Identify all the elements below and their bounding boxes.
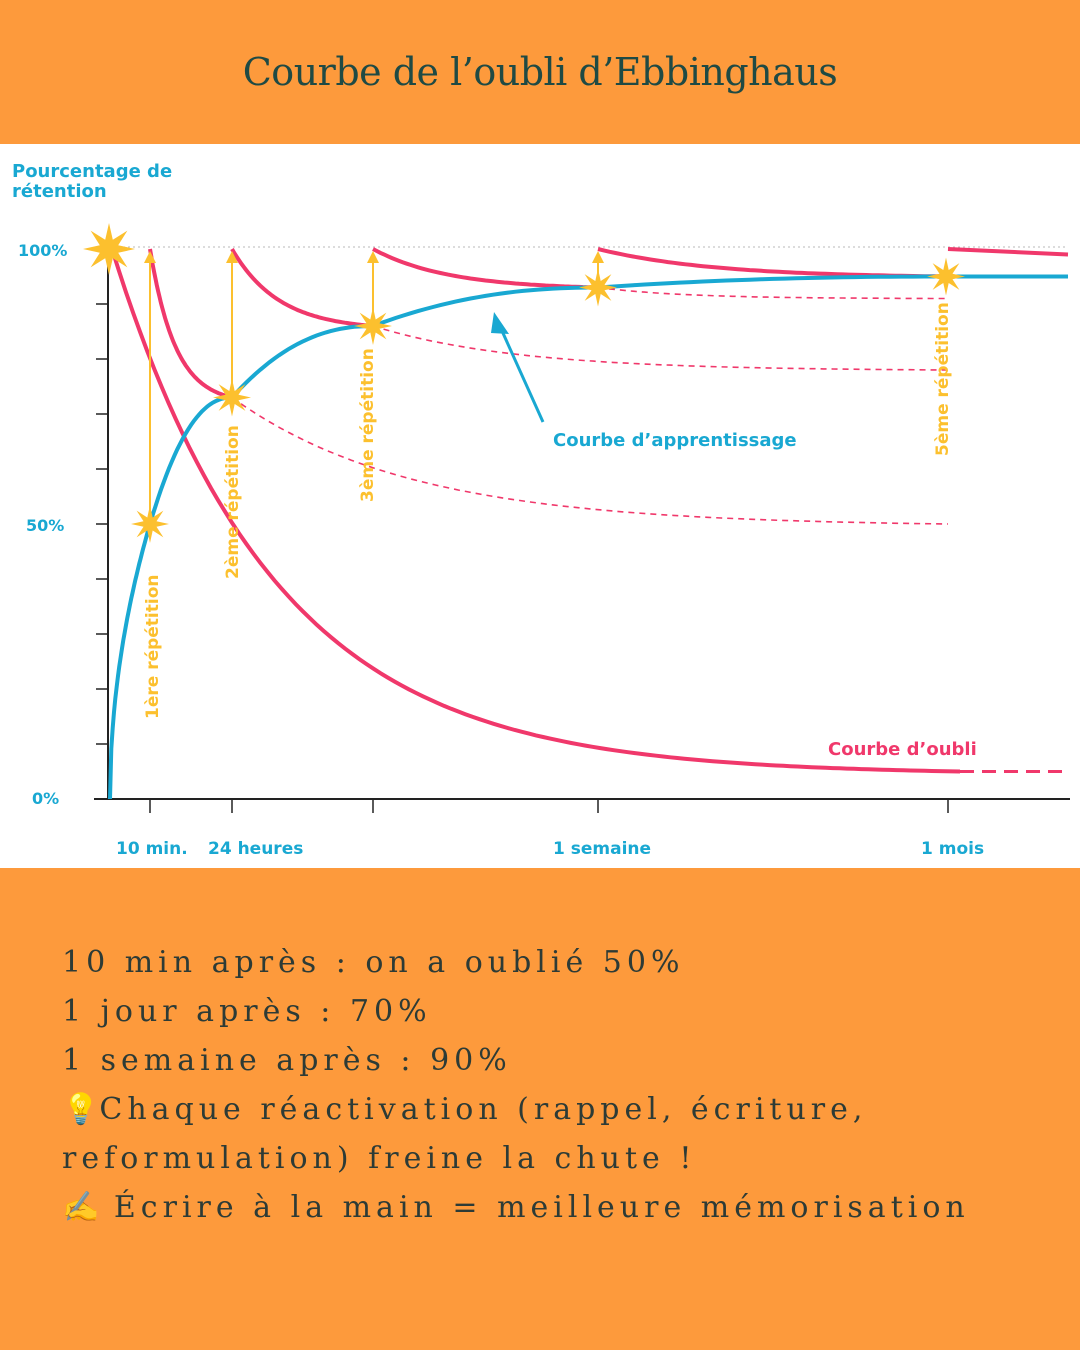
takeaway-1week: 1 semaine après : 90% [62,1043,512,1078]
learning-curve-pointer [498,322,543,422]
learning-curve-pointer-head [491,312,509,334]
repetition-forgetting-2 [232,249,373,326]
x-tick-label-24h: 24 heures [208,839,304,859]
forgetting-curve-label: Courbe d’oubli [828,739,977,760]
chart-panel [0,144,1080,868]
repetition-star-icon-3 [354,307,392,345]
learning-curve-line [110,277,1068,800]
page-title: Courbe de l’oubli d’Ebbinghaus [242,50,838,94]
learning-curve-label: Courbe d’apprentissage [553,430,797,451]
repetition-arrowhead-4 [592,251,604,263]
repetition-arrowhead-1 [144,251,156,263]
start-star-icon [83,223,135,275]
repetition-forgetting-4 [598,249,948,277]
long-term-decay-4 [598,288,948,299]
x-tick-label-10min: 10 min. [116,839,188,859]
y-tick-label-100: 100% [18,241,68,260]
repetition-label-5: 5ème répétition [933,302,953,456]
repetition-star-icon-4 [579,269,617,307]
repetition-label-3: 3ème répétition [358,348,378,502]
takeaway-handwriting-text: Écrire à la main = meilleure mémorisation [113,1190,970,1225]
repetition-label-2: 2ème répétition [223,425,243,579]
repetition-label-1: 1ère répétition [143,574,163,719]
lightbulb-icon: 💡 [62,1092,100,1127]
retention-chart [0,144,1080,868]
repetition-star-icon-5 [927,258,965,296]
takeaway-handwriting [62,1183,1062,1232]
takeaway-reactivation [62,1085,1062,1183]
takeaway-reactivation-text: Chaque réactivation (rappel, écriture, reformulation) freine la chute ! [62,1092,868,1176]
repetition-forgetting-1 [150,249,232,398]
final-retention-line [948,249,1068,255]
repetition-star-icon-1 [131,505,169,543]
y-tick-label-50: 50% [26,516,65,535]
writing-hand-icon: ✍ [62,1190,100,1225]
x-tick-label-1mois: 1 mois [921,839,985,859]
x-tick-label-1semaine: 1 semaine [553,839,652,859]
y-axis-label-line2: rétention [12,181,107,202]
takeaway-10min: 10 min après : on a oublié 50% [62,945,685,980]
takeaways [62,938,1062,1232]
y-tick-label-0: 0% [32,789,60,808]
takeaway-1day: 1 jour après : 70% [62,994,432,1029]
y-axis-label-line1: Pourcentage de [12,161,173,182]
repetition-forgetting-3 [373,249,598,288]
long-term-decay-3 [373,326,948,370]
repetition-star-icon-2 [213,379,251,417]
long-term-decay-2 [232,398,948,525]
